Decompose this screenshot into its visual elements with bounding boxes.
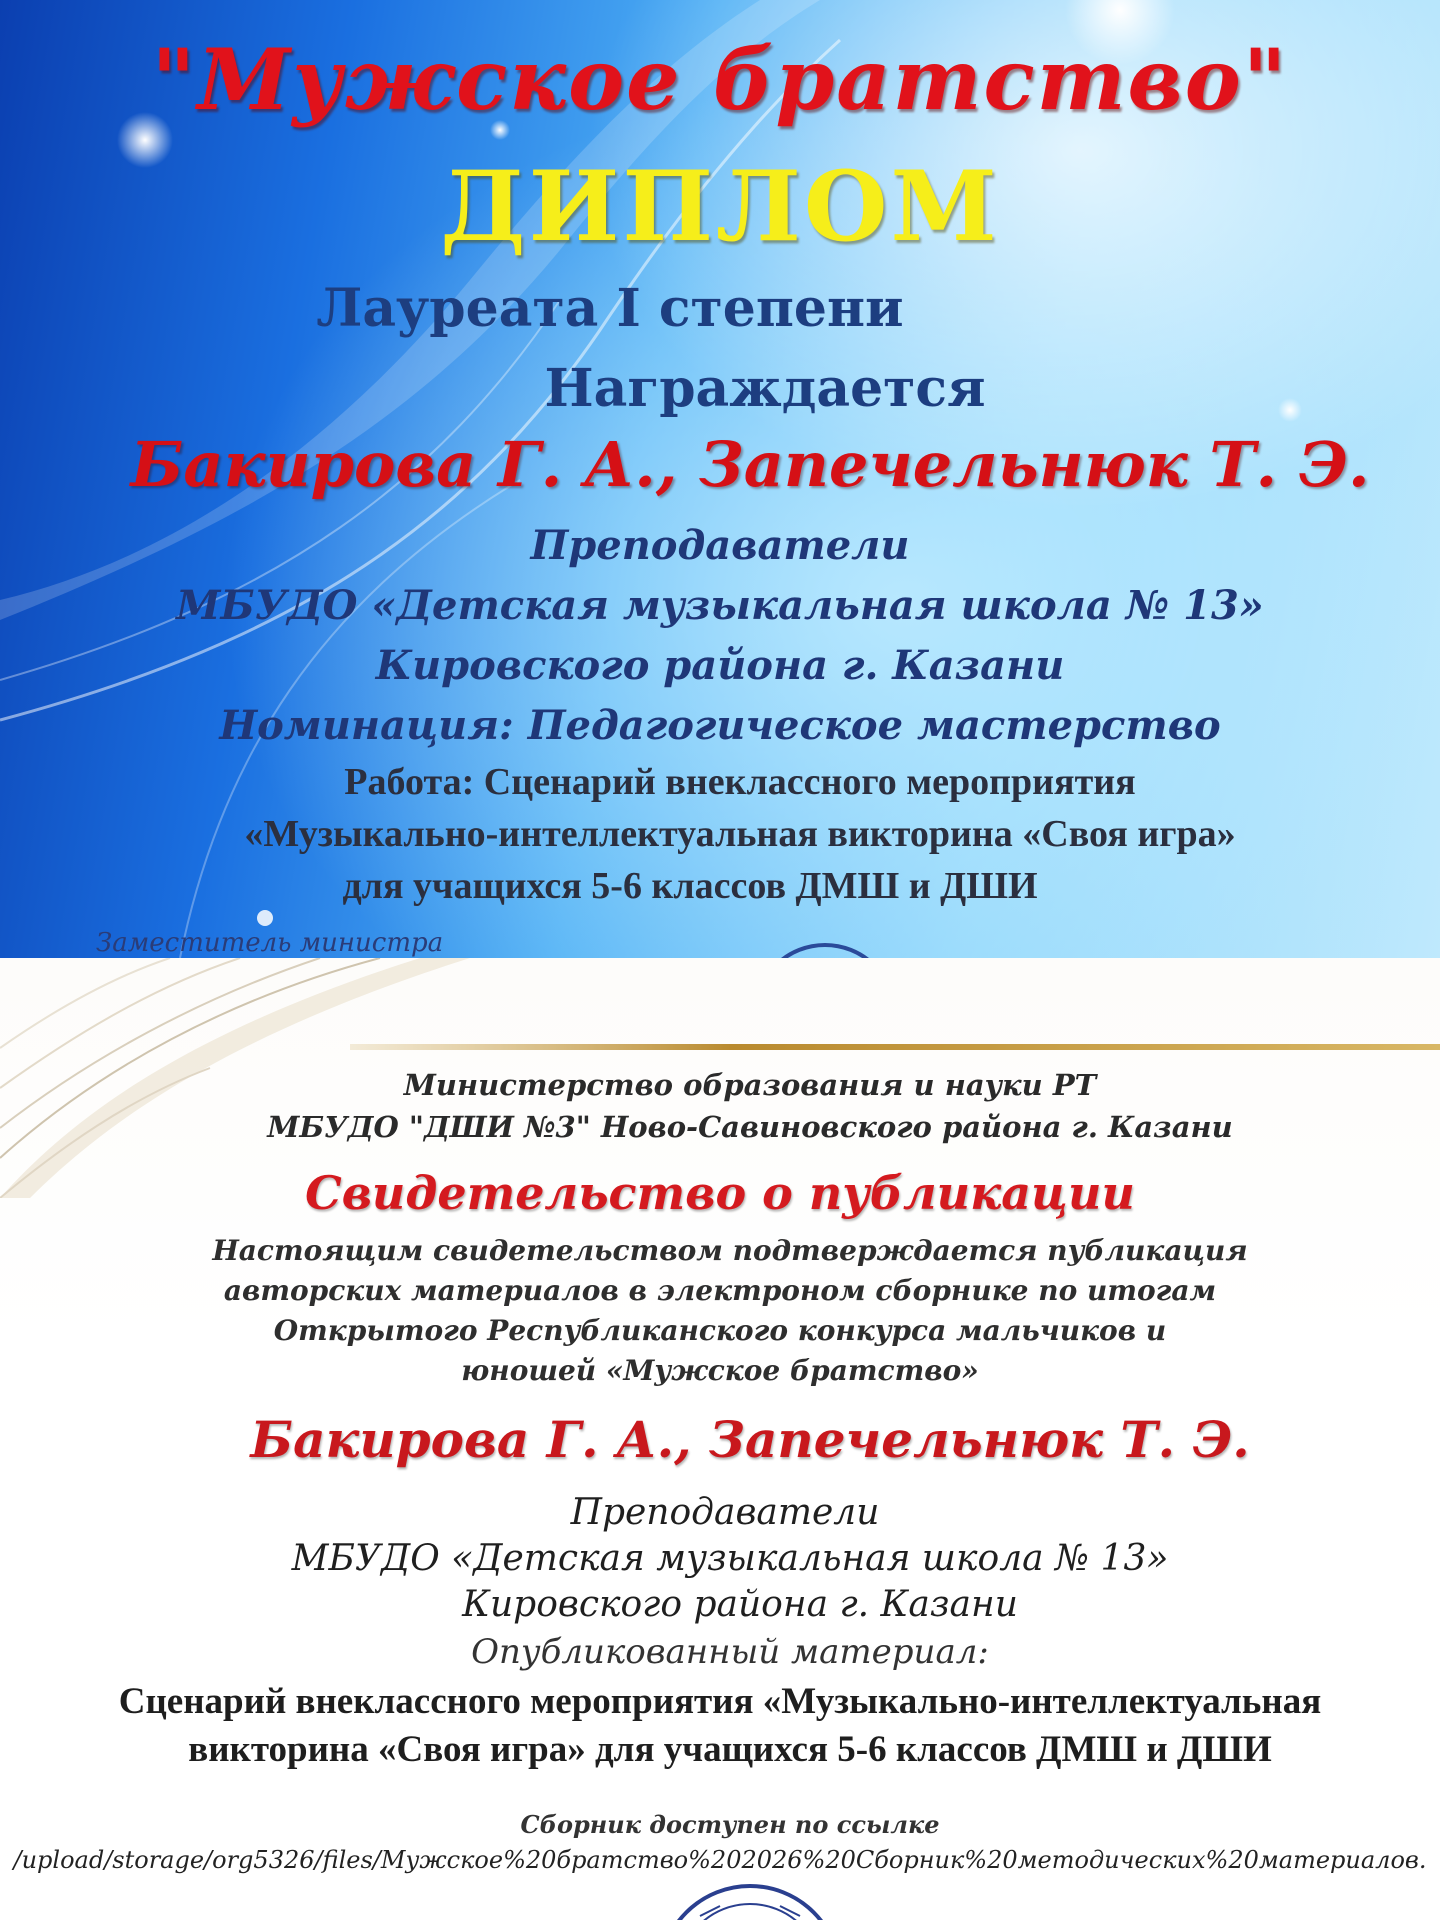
seal-icon [660, 1876, 840, 1920]
certificate-title: Свидетельство о публикации [305, 1166, 1135, 1220]
certificate-school: МБУДО «Детская музыкальная школа № 13» [291, 1538, 1169, 1579]
diploma-recipient-names: Бакирова Г. А., Запечельнюк Т. Э. [130, 428, 1370, 501]
certificate-work-line-2: викторина «Своя игра» для учащихся 5-6 классов ДМШ и ДШИ [188, 1729, 1272, 1770]
diploma-work-line-1: Работа: Сценарий внеклассного мероприятия [344, 761, 1136, 803]
diploma-awarded: Награждается [544, 358, 986, 419]
diploma-section [0, 0, 1440, 958]
certificate-work-line-1: Сценарий внеклассного мероприятия «Музыкально-интеллектуальная [118, 1681, 1322, 1722]
certificate-ministry: Министерство образования и науки РТ [403, 1068, 1097, 1102]
certificate-recipient-names: Бакирова Г. А., Запечельнюк Т. Э. [250, 1410, 1250, 1469]
event-title: "Мужское братство" [151, 30, 1289, 129]
collection-link[interactable]: /upload/storage/org5326/files/Мужское%20братство%202026%20Сборник%20методических%20материалов. [13, 1846, 1427, 1874]
diploma-work-line-3: для учащихся 5-6 классов ДМШ и ДШИ [342, 865, 1038, 907]
certificate-availability: Сборник доступен по ссылке [520, 1810, 940, 1839]
certificate-body-line-3: Открытого Республиканского конкурса мальчиков и [273, 1314, 1167, 1347]
certificate-body-line-2: авторских материалов в электроном сборнике по итогам [223, 1274, 1217, 1307]
certificate-role: Преподаватели [570, 1492, 880, 1533]
certificate-district: Кировского района г. Казани [462, 1584, 1018, 1625]
diploma-district: Кировского района г. Казани [375, 642, 1065, 689]
diploma-signatory: Заместитель министра [96, 928, 444, 958]
diploma-school: МБУДО «Детская музыкальная школа № 13» [176, 582, 1264, 629]
seal-icon [750, 940, 900, 958]
certificate-body-line-1: Настоящим свидетельством подтверждается публикация [212, 1234, 1248, 1267]
certificate-organization: МБУДО "ДШИ №3" Ново-Савиновского района г. Казани [267, 1110, 1233, 1144]
diploma-work-line-2: «Музыкально-интеллектуальная викторина «Своя игра» [244, 813, 1236, 855]
certificate-body-line-4: юношей «Мужское братство» [461, 1354, 979, 1387]
diploma-degree: Лауреата I степени [316, 278, 904, 339]
diploma-role: Преподаватели [530, 522, 910, 569]
diploma-nomination: Номинация: Педагогическое мастерство [219, 702, 1221, 749]
certificate-published-label: Опубликованный материал: [471, 1632, 989, 1672]
publication-certificate-section [0, 958, 1440, 1920]
diploma-title: ДИПЛОМ [440, 150, 1000, 263]
